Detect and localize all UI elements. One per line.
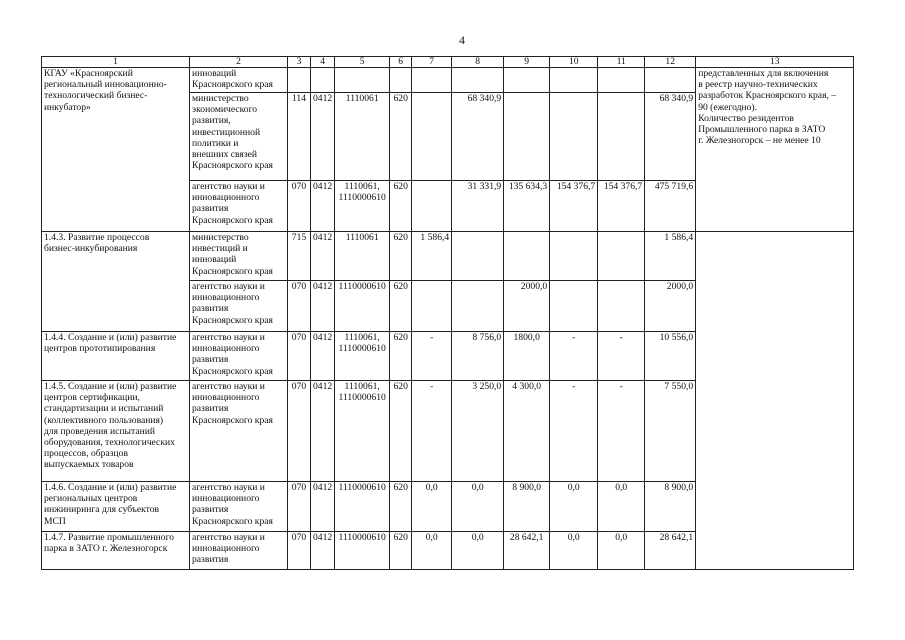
total-cell: 7 550,0: [645, 381, 696, 482]
vr-cell: 620: [390, 181, 412, 232]
total-cell: 2000,0: [645, 281, 696, 332]
rzpr-cell: 0412: [311, 181, 335, 232]
value-cell: 68 340,9: [452, 93, 504, 181]
grbs-cell: 070: [288, 532, 311, 570]
executor-cell: агентство науки и инновационного развития Красноярского края: [190, 281, 288, 332]
activity-cell: 1.4.5. Создание и (или) развитие центров сертификации, стандартизации и испытаний (коллективного пользования) для проведения испытаний оборудования, технологических процессов, образцов выпускаемых товаров: [42, 381, 190, 482]
value-cell: [452, 281, 504, 332]
grbs-cell: 715: [288, 232, 311, 281]
result-cell: представленных для включения в реестр научно-технических разработок Красноярского края, – 90 (ежегодно). Количество резидентов Промышленного парка в ЗАТО г. Железногорск – не менее 10: [696, 68, 854, 232]
value-cell: 0,0: [412, 532, 452, 570]
grbs-cell: 114: [288, 93, 311, 181]
activity-cell: 1.4.4. Создание и (или) развитие центров прототипирования: [42, 332, 190, 381]
col-header: 10: [550, 57, 598, 68]
vr-cell: 620: [390, 232, 412, 281]
executor-cell: агентство науки и инновационного развития Красноярского края: [190, 381, 288, 482]
value-cell: [412, 281, 452, 332]
value-cell: 1800,0: [504, 332, 550, 381]
total-cell: 8 900,0: [645, 482, 696, 532]
col-header: 4: [311, 57, 335, 68]
csr-cell: 1110061, 1110000610: [335, 381, 390, 482]
total-cell: 10 556,0: [645, 332, 696, 381]
total-cell: 68 340,9: [645, 93, 696, 181]
value-cell: 0,0: [550, 482, 598, 532]
vr-cell: 620: [390, 381, 412, 482]
rzpr-cell: 0412: [311, 232, 335, 281]
value-cell: 154 376,7: [550, 181, 598, 232]
col-header: 12: [645, 57, 696, 68]
executor-cell: агентство науки и инновационного развития Красноярского края: [190, 482, 288, 532]
value-cell: 31 331,9: [452, 181, 504, 232]
value-cell: -: [598, 332, 645, 381]
rzpr-cell: 0412: [311, 532, 335, 570]
col-header: 6: [390, 57, 412, 68]
page-number: 4: [459, 33, 465, 47]
value-cell: 154 376,7: [598, 181, 645, 232]
value-cell: [598, 93, 645, 181]
executor-cell: агентство науки и инновационного развития: [190, 532, 288, 570]
rzpr-cell: 0412: [311, 281, 335, 332]
value-cell: -: [412, 332, 452, 381]
grbs-cell: 070: [288, 281, 311, 332]
col-header: 3: [288, 57, 311, 68]
activity-cell: КГАУ «Красноярский региональный инновационно- технологический бизнес- инкубатор»: [42, 68, 190, 232]
grbs-cell: 070: [288, 332, 311, 381]
value-cell: [550, 232, 598, 281]
rzpr-cell: 0412: [311, 93, 335, 181]
col-header: 11: [598, 57, 645, 68]
value-cell: 135 634,3: [504, 181, 550, 232]
value-cell: 0,0: [598, 532, 645, 570]
value-cell: 0,0: [550, 532, 598, 570]
value-cell: -: [550, 332, 598, 381]
col-header: 2: [190, 57, 288, 68]
table-row: [42, 68, 854, 93]
value-cell: 0,0: [452, 532, 504, 570]
col-header: 5: [335, 57, 390, 68]
activity-cell: 1.4.3. Развитие процессов бизнес-инкубирования: [42, 232, 190, 332]
csr-cell: 1110000610: [335, 532, 390, 570]
value-cell: 0,0: [452, 482, 504, 532]
total-cell: 1 586,4: [645, 232, 696, 281]
value-cell: [550, 93, 598, 181]
budget-table: [41, 56, 854, 570]
csr-cell: 1110061, 1110000610: [335, 332, 390, 381]
vr-cell: 620: [390, 332, 412, 381]
executor-cell: агентство науки и инновационного развития Красноярского края: [190, 181, 288, 232]
value-cell: 0,0: [412, 482, 452, 532]
grbs-cell: 070: [288, 181, 311, 232]
csr-cell: 1110061: [335, 232, 390, 281]
csr-cell: 1110000610: [335, 281, 390, 332]
vr-cell: 620: [390, 482, 412, 532]
total-cell: 28 642,1: [645, 532, 696, 570]
value-cell: [504, 232, 550, 281]
value-cell: -: [412, 381, 452, 482]
col-header: 9: [504, 57, 550, 68]
col-header: 1: [42, 57, 190, 68]
vr-cell: 620: [390, 532, 412, 570]
total-cell: 475 719,6: [645, 181, 696, 232]
value-cell: 3 250,0: [452, 381, 504, 482]
rzpr-cell: 0412: [311, 332, 335, 381]
col-header: 13: [696, 57, 854, 68]
value-cell: 8 900,0: [504, 482, 550, 532]
value-cell: 4 300,0: [504, 381, 550, 482]
activity-cell: 1.4.7. Развитие промышленного парка в ЗАТО г. Железногорск: [42, 532, 190, 570]
value-cell: [412, 181, 452, 232]
csr-cell: 1110000610: [335, 482, 390, 532]
value-cell: [550, 281, 598, 332]
grbs-cell: 070: [288, 381, 311, 482]
grbs-cell: 070: [288, 482, 311, 532]
value-cell: 28 642,1: [504, 532, 550, 570]
value-cell: [598, 281, 645, 332]
value-cell: -: [550, 381, 598, 482]
csr-cell: 1110061: [335, 93, 390, 181]
csr-cell: 1110061, 1110000610: [335, 181, 390, 232]
value-cell: [504, 93, 550, 181]
value-cell: [452, 232, 504, 281]
executor-cell: инноваций Красноярского края: [190, 68, 288, 93]
value-cell: [412, 93, 452, 181]
value-cell: 0,0: [598, 482, 645, 532]
rzpr-cell: 0412: [311, 482, 335, 532]
col-header: 7: [412, 57, 452, 68]
header-row: [42, 57, 854, 68]
value-cell: 8 756,0: [452, 332, 504, 381]
vr-cell: 620: [390, 281, 412, 332]
value-cell: [598, 232, 645, 281]
activity-cell: 1.4.6. Создание и (или) развитие региональных центров инжиниринга для субъектов МСП: [42, 482, 190, 532]
value-cell: 1 586,4: [412, 232, 452, 281]
rzpr-cell: 0412: [311, 381, 335, 482]
value-cell: -: [598, 381, 645, 482]
vr-cell: 620: [390, 93, 412, 181]
table-row: [42, 232, 854, 281]
col-header: 8: [452, 57, 504, 68]
value-cell: 2000,0: [504, 281, 550, 332]
executor-cell: министерство инвестиций и инноваций Красноярского края: [190, 232, 288, 281]
result-cell-empty: [696, 232, 854, 570]
executor-cell: агентство науки и инновационного развития Красноярского края: [190, 332, 288, 381]
executor-cell: министерство экономического развития, инвестиционной политики и внешних связей Красноярского края: [190, 93, 288, 181]
